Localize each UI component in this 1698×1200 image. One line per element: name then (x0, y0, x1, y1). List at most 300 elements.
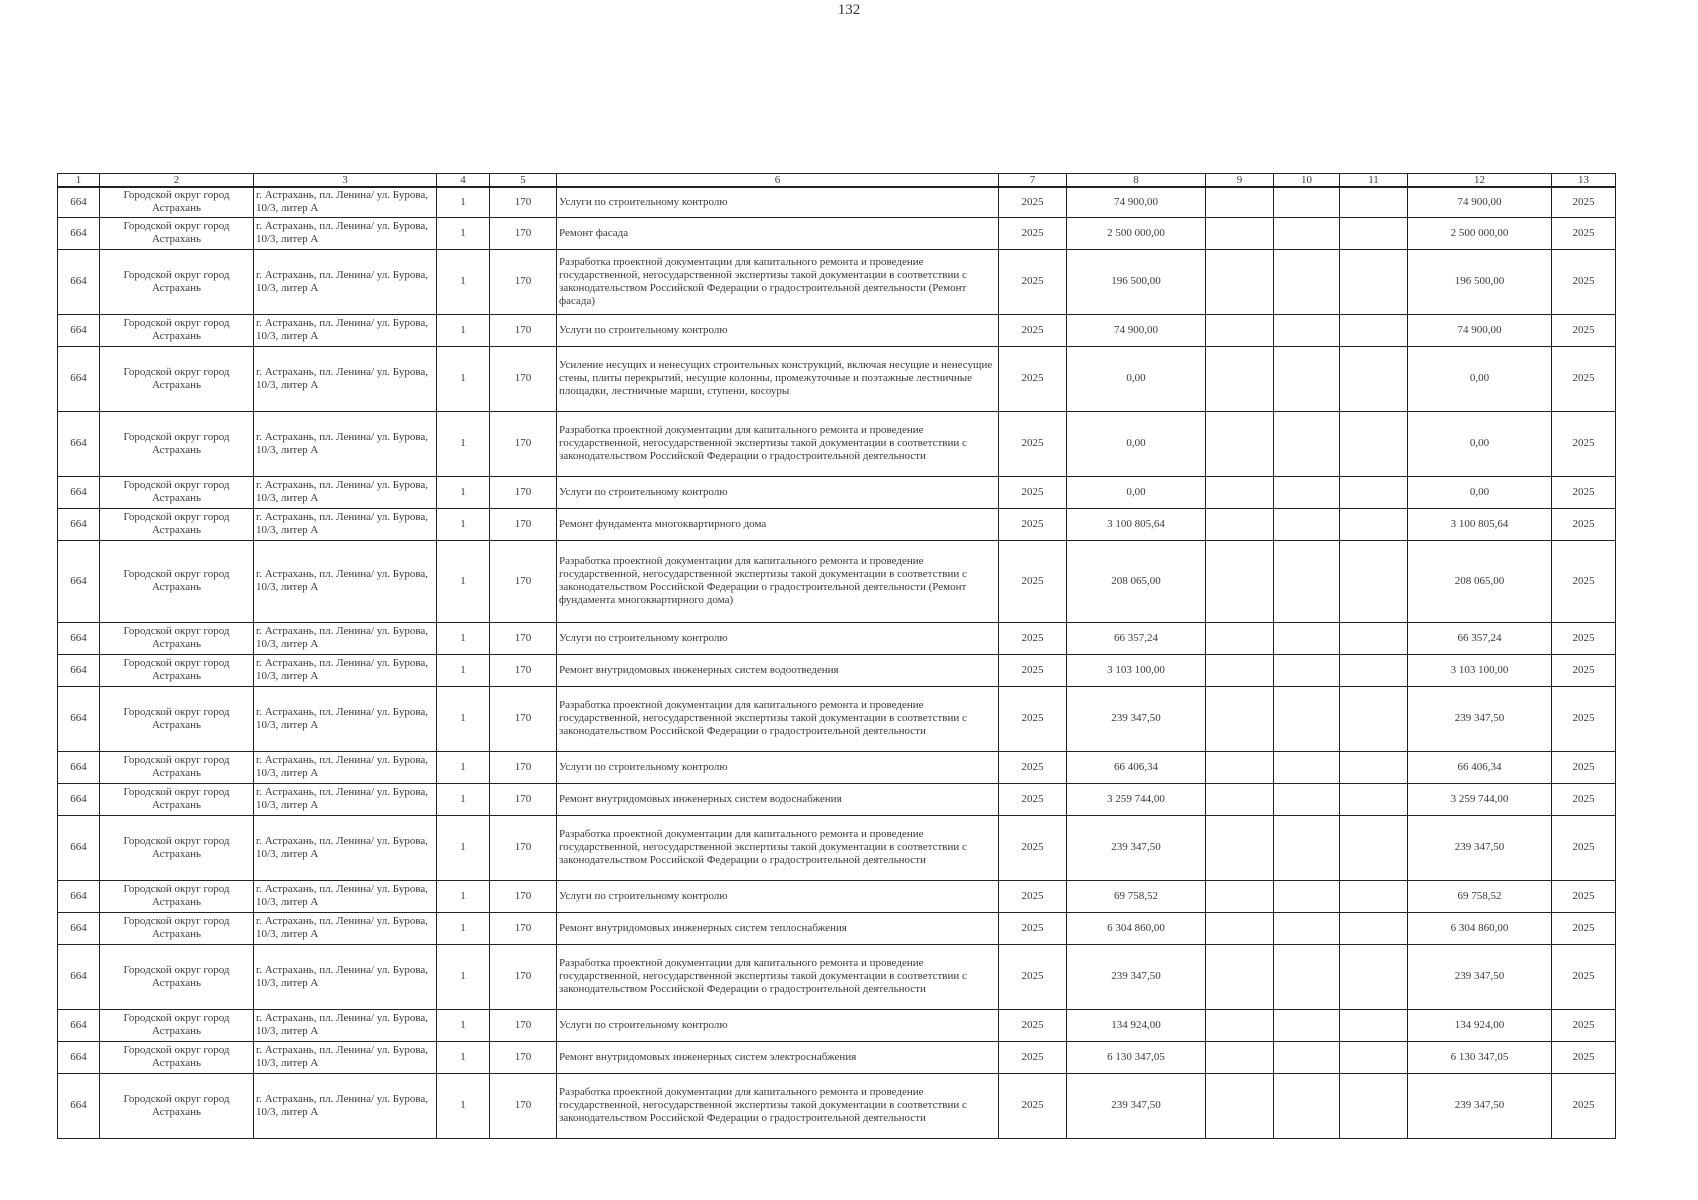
table-row (58, 654, 1616, 686)
cell-amount: 208 065,00 (1067, 540, 1206, 622)
column-number-1: 1 (58, 174, 100, 188)
cell-address: г. Астрахань, пл. Ленина/ ул. Бурова, 10/3, литер А (254, 411, 437, 476)
cell-total: 6 130 347,05 (1408, 1041, 1552, 1073)
cell-col9 (1206, 476, 1274, 508)
cell-col5: 170 (490, 540, 557, 622)
cell-year: 2025 (999, 815, 1067, 880)
cell-col10 (1274, 622, 1340, 654)
cell-col9 (1206, 1073, 1274, 1138)
cell-col10 (1274, 944, 1340, 1009)
cell-col9 (1206, 1009, 1274, 1041)
cell-col9 (1206, 912, 1274, 944)
cell-col10 (1274, 217, 1340, 249)
cell-col9 (1206, 249, 1274, 314)
cell-address: г. Астрахань, пл. Ленина/ ул. Бурова, 10/3, литер А (254, 815, 437, 880)
cell-col9 (1206, 411, 1274, 476)
cell-total: 69 758,52 (1408, 880, 1552, 912)
cell-code: 664 (58, 249, 100, 314)
page-number: 132 (837, 2, 861, 18)
cell-code: 664 (58, 880, 100, 912)
cell-col11 (1340, 217, 1408, 249)
table-row (58, 476, 1616, 508)
table-row (58, 783, 1616, 815)
cell-col5: 170 (490, 249, 557, 314)
cell-work-type: Разработка проектной документации для капитального ремонта и проведение государственной, негосударственной экспертизы такой документации в соответствии с законодательством Российской Федерации о градостроительной деятельности (557, 686, 999, 751)
cell-amount: 0,00 (1067, 476, 1206, 508)
cell-code: 664 (58, 1073, 100, 1138)
cell-municipality: Городской округ город Астрахань (100, 508, 254, 540)
cell-year: 2025 (999, 751, 1067, 783)
cell-col5: 170 (490, 783, 557, 815)
cell-amount: 0,00 (1067, 346, 1206, 411)
column-number-5: 5 (490, 174, 557, 188)
column-number-12: 12 (1408, 174, 1552, 188)
cell-col10 (1274, 783, 1340, 815)
table-body (58, 187, 1616, 1138)
cell-col4: 1 (437, 508, 490, 540)
cell-work-type: Услуги по строительному контролю (557, 1009, 999, 1041)
cell-year: 2025 (999, 346, 1067, 411)
cell-code: 664 (58, 622, 100, 654)
cell-municipality: Городской округ город Астрахань (100, 217, 254, 249)
cell-code: 664 (58, 540, 100, 622)
cell-work-type: Разработка проектной документации для капитального ремонта и проведение государственной, негосударственной экспертизы такой документации в соответствии с законодательством Российской Федерации о градостроительной деятельности (557, 815, 999, 880)
cell-col9 (1206, 540, 1274, 622)
cell-work-type: Разработка проектной документации для капитального ремонта и проведение государственной, негосударственной экспертизы такой документации в соответствии с законодательством Российской Федерации о градостроительной деятельности (557, 1073, 999, 1138)
cell-col11 (1340, 540, 1408, 622)
cell-col5: 170 (490, 476, 557, 508)
cell-municipality: Городской округ город Астрахань (100, 187, 254, 217)
cell-amount: 3 100 805,64 (1067, 508, 1206, 540)
cell-year: 2025 (999, 622, 1067, 654)
cell-code: 664 (58, 815, 100, 880)
cell-total: 0,00 (1408, 476, 1552, 508)
cell-work-type: Услуги по строительному контролю (557, 476, 999, 508)
cell-year-end: 2025 (1552, 1041, 1616, 1073)
cell-col4: 1 (437, 686, 490, 751)
cell-address: г. Астрахань, пл. Ленина/ ул. Бурова, 10/3, литер А (254, 476, 437, 508)
cell-total: 239 347,50 (1408, 1073, 1552, 1138)
cell-code: 664 (58, 783, 100, 815)
cell-amount: 239 347,50 (1067, 1073, 1206, 1138)
table-row (58, 540, 1616, 622)
column-number-8: 8 (1067, 174, 1206, 188)
cell-col10 (1274, 249, 1340, 314)
cell-col11 (1340, 187, 1408, 217)
cell-municipality: Городской округ город Астрахань (100, 944, 254, 1009)
cell-year: 2025 (999, 912, 1067, 944)
cell-code: 664 (58, 476, 100, 508)
cell-col5: 170 (490, 346, 557, 411)
cell-municipality: Городской округ город Астрахань (100, 540, 254, 622)
cell-code: 664 (58, 314, 100, 346)
cell-col4: 1 (437, 217, 490, 249)
cell-municipality: Городской округ город Астрахань (100, 314, 254, 346)
cell-total: 134 924,00 (1408, 1009, 1552, 1041)
cell-amount: 74 900,00 (1067, 314, 1206, 346)
cell-municipality: Городской округ город Астрахань (100, 1009, 254, 1041)
cell-municipality: Городской округ город Астрахань (100, 476, 254, 508)
cell-col5: 170 (490, 314, 557, 346)
cell-col4: 1 (437, 476, 490, 508)
cell-amount: 69 758,52 (1067, 880, 1206, 912)
cell-amount: 66 357,24 (1067, 622, 1206, 654)
table-row (58, 249, 1616, 314)
cell-year: 2025 (999, 1009, 1067, 1041)
cell-address: г. Астрахань, пл. Ленина/ ул. Бурова, 10/3, литер А (254, 686, 437, 751)
cell-col10 (1274, 686, 1340, 751)
cell-year: 2025 (999, 540, 1067, 622)
cell-amount: 0,00 (1067, 411, 1206, 476)
cell-col11 (1340, 411, 1408, 476)
cell-total: 3 103 100,00 (1408, 654, 1552, 686)
cell-code: 664 (58, 751, 100, 783)
table-row (58, 880, 1616, 912)
cell-code: 664 (58, 346, 100, 411)
cell-address: г. Астрахань, пл. Ленина/ ул. Бурова, 10/3, литер А (254, 751, 437, 783)
cell-total: 74 900,00 (1408, 314, 1552, 346)
cell-address: г. Астрахань, пл. Ленина/ ул. Бурова, 10/3, литер А (254, 508, 437, 540)
cell-amount: 239 347,50 (1067, 944, 1206, 1009)
cell-work-type: Разработка проектной документации для капитального ремонта и проведение государственной, негосударственной экспертизы такой документации в соответствии с законодательством Российской Федерации о градостроительной деятельности (557, 411, 999, 476)
table-row (58, 686, 1616, 751)
cell-year: 2025 (999, 1041, 1067, 1073)
cell-total: 66 357,24 (1408, 622, 1552, 654)
cell-amount: 66 406,34 (1067, 751, 1206, 783)
cell-col11 (1340, 751, 1408, 783)
cell-amount: 3 103 100,00 (1067, 654, 1206, 686)
cell-municipality: Городской округ город Астрахань (100, 686, 254, 751)
cell-col4: 1 (437, 880, 490, 912)
table-row (58, 1041, 1616, 1073)
column-number-row (58, 174, 1616, 188)
cell-municipality: Городской округ город Астрахань (100, 880, 254, 912)
cell-year-end: 2025 (1552, 217, 1616, 249)
cell-total: 6 304 860,00 (1408, 912, 1552, 944)
cell-municipality: Городской округ город Астрахань (100, 815, 254, 880)
cell-code: 664 (58, 508, 100, 540)
cell-col11 (1340, 880, 1408, 912)
cell-amount: 239 347,50 (1067, 686, 1206, 751)
cell-col9 (1206, 686, 1274, 751)
works-table (57, 173, 1616, 1139)
cell-work-type: Ремонт внутридомовых инженерных систем водоотведения (557, 654, 999, 686)
table-row (58, 1009, 1616, 1041)
cell-work-type: Услуги по строительному контролю (557, 751, 999, 783)
cell-col9 (1206, 622, 1274, 654)
cell-year: 2025 (999, 411, 1067, 476)
cell-code: 664 (58, 654, 100, 686)
cell-work-type: Усиление несущих и ненесущих строительных конструкций, включая несущие и ненесущие стены, плиты перекрытий, несущие колонны, промежуточные и поэтажные лестничные площадки, лестничные марши, ступени, косоуры (557, 346, 999, 411)
cell-year: 2025 (999, 880, 1067, 912)
cell-col9 (1206, 187, 1274, 217)
cell-col10 (1274, 411, 1340, 476)
cell-year: 2025 (999, 187, 1067, 217)
cell-municipality: Городской округ город Астрахань (100, 622, 254, 654)
column-number-3: 3 (254, 174, 437, 188)
cell-address: г. Астрахань, пл. Ленина/ ул. Бурова, 10/3, литер А (254, 654, 437, 686)
column-number-4: 4 (437, 174, 490, 188)
cell-total: 239 347,50 (1408, 686, 1552, 751)
cell-col5: 170 (490, 1073, 557, 1138)
cell-code: 664 (58, 1009, 100, 1041)
cell-col5: 170 (490, 508, 557, 540)
cell-year-end: 2025 (1552, 654, 1616, 686)
cell-col4: 1 (437, 654, 490, 686)
cell-municipality: Городской округ город Астрахань (100, 346, 254, 411)
cell-col10 (1274, 1041, 1340, 1073)
cell-col11 (1340, 654, 1408, 686)
cell-address: г. Астрахань, пл. Ленина/ ул. Бурова, 10/3, литер А (254, 783, 437, 815)
table-row (58, 751, 1616, 783)
cell-col5: 170 (490, 944, 557, 1009)
cell-municipality: Городской округ город Астрахань (100, 411, 254, 476)
cell-col4: 1 (437, 1009, 490, 1041)
cell-col5: 170 (490, 654, 557, 686)
cell-amount: 134 924,00 (1067, 1009, 1206, 1041)
column-number-11: 11 (1340, 174, 1408, 188)
cell-col5: 170 (490, 1041, 557, 1073)
cell-municipality: Городской округ город Астрахань (100, 751, 254, 783)
cell-total: 2 500 000,00 (1408, 217, 1552, 249)
cell-address: г. Астрахань, пл. Ленина/ ул. Бурова, 10/3, литер А (254, 880, 437, 912)
cell-year: 2025 (999, 686, 1067, 751)
cell-year: 2025 (999, 508, 1067, 540)
cell-code: 664 (58, 686, 100, 751)
cell-col4: 1 (437, 912, 490, 944)
column-number-13: 13 (1552, 174, 1616, 188)
cell-amount: 6 130 347,05 (1067, 1041, 1206, 1073)
cell-year-end: 2025 (1552, 249, 1616, 314)
cell-year-end: 2025 (1552, 783, 1616, 815)
cell-municipality: Городской округ город Астрахань (100, 783, 254, 815)
cell-col9 (1206, 815, 1274, 880)
cell-col10 (1274, 912, 1340, 944)
cell-address: г. Астрахань, пл. Ленина/ ул. Бурова, 10/3, литер А (254, 622, 437, 654)
cell-amount: 6 304 860,00 (1067, 912, 1206, 944)
cell-total: 3 100 805,64 (1408, 508, 1552, 540)
cell-address: г. Астрахань, пл. Ленина/ ул. Бурова, 10/3, литер А (254, 944, 437, 1009)
cell-col9 (1206, 880, 1274, 912)
cell-col4: 1 (437, 751, 490, 783)
cell-year-end: 2025 (1552, 880, 1616, 912)
cell-year: 2025 (999, 314, 1067, 346)
cell-year-end: 2025 (1552, 1009, 1616, 1041)
cell-work-type: Ремонт внутридомовых инженерных систем электроснабжения (557, 1041, 999, 1073)
cell-year-end: 2025 (1552, 314, 1616, 346)
cell-year-end: 2025 (1552, 540, 1616, 622)
cell-col10 (1274, 815, 1340, 880)
table-row (58, 912, 1616, 944)
cell-col4: 1 (437, 187, 490, 217)
cell-total: 66 406,34 (1408, 751, 1552, 783)
cell-col11 (1340, 508, 1408, 540)
table-row (58, 217, 1616, 249)
cell-col5: 170 (490, 411, 557, 476)
cell-amount: 74 900,00 (1067, 187, 1206, 217)
cell-col5: 170 (490, 815, 557, 880)
cell-col4: 1 (437, 622, 490, 654)
cell-col4: 1 (437, 411, 490, 476)
cell-total: 0,00 (1408, 411, 1552, 476)
cell-col4: 1 (437, 783, 490, 815)
table-row (58, 187, 1616, 217)
cell-work-type: Услуги по строительному контролю (557, 187, 999, 217)
cell-col10 (1274, 880, 1340, 912)
cell-address: г. Астрахань, пл. Ленина/ ул. Бурова, 10/3, литер А (254, 540, 437, 622)
cell-municipality: Городской округ город Астрахань (100, 1073, 254, 1138)
cell-col9 (1206, 508, 1274, 540)
cell-col5: 170 (490, 912, 557, 944)
cell-work-type: Ремонт внутридомовых инженерных систем теплоснабжения (557, 912, 999, 944)
cell-code: 664 (58, 217, 100, 249)
cell-work-type: Ремонт фундамента многоквартирного дома (557, 508, 999, 540)
cell-work-type: Разработка проектной документации для капитального ремонта и проведение государственной, негосударственной экспертизы такой документации в соответствии с законодательством Российской Федерации о градостроительной деятельности (Ремонт фасада) (557, 249, 999, 314)
cell-year: 2025 (999, 217, 1067, 249)
cell-address: г. Астрахань, пл. Ленина/ ул. Бурова, 10/3, литер А (254, 1073, 437, 1138)
cell-year: 2025 (999, 783, 1067, 815)
cell-col4: 1 (437, 815, 490, 880)
cell-year-end: 2025 (1552, 815, 1616, 880)
cell-col9 (1206, 944, 1274, 1009)
cell-address: г. Астрахань, пл. Ленина/ ул. Бурова, 10/3, литер А (254, 1009, 437, 1041)
cell-col4: 1 (437, 944, 490, 1009)
cell-total: 208 065,00 (1408, 540, 1552, 622)
table-row (58, 346, 1616, 411)
cell-col10 (1274, 1009, 1340, 1041)
cell-col9 (1206, 346, 1274, 411)
cell-col4: 1 (437, 346, 490, 411)
cell-code: 664 (58, 1041, 100, 1073)
cell-col11 (1340, 346, 1408, 411)
cell-total: 74 900,00 (1408, 187, 1552, 217)
cell-col11 (1340, 686, 1408, 751)
cell-col5: 170 (490, 1009, 557, 1041)
cell-col11 (1340, 622, 1408, 654)
cell-address: г. Астрахань, пл. Ленина/ ул. Бурова, 10/3, литер А (254, 249, 437, 314)
cell-total: 239 347,50 (1408, 944, 1552, 1009)
cell-address: г. Астрахань, пл. Ленина/ ул. Бурова, 10/3, литер А (254, 314, 437, 346)
cell-col4: 1 (437, 249, 490, 314)
table-row (58, 314, 1616, 346)
cell-col4: 1 (437, 540, 490, 622)
cell-year-end: 2025 (1552, 476, 1616, 508)
cell-col9 (1206, 1041, 1274, 1073)
cell-col10 (1274, 187, 1340, 217)
cell-col5: 170 (490, 622, 557, 654)
cell-year-end: 2025 (1552, 912, 1616, 944)
cell-col5: 170 (490, 880, 557, 912)
cell-col5: 170 (490, 751, 557, 783)
cell-col11 (1340, 1073, 1408, 1138)
cell-year: 2025 (999, 1073, 1067, 1138)
cell-col9 (1206, 654, 1274, 686)
column-number-2: 2 (100, 174, 254, 188)
cell-col5: 170 (490, 217, 557, 249)
cell-code: 664 (58, 912, 100, 944)
cell-total: 3 259 744,00 (1408, 783, 1552, 815)
cell-col11 (1340, 1009, 1408, 1041)
cell-work-type: Ремонт фасада (557, 217, 999, 249)
cell-address: г. Астрахань, пл. Ленина/ ул. Бурова, 10/3, литер А (254, 217, 437, 249)
cell-amount: 2 500 000,00 (1067, 217, 1206, 249)
cell-code: 664 (58, 944, 100, 1009)
cell-municipality: Городской округ город Астрахань (100, 654, 254, 686)
cell-address: г. Астрахань, пл. Ленина/ ул. Бурова, 10/3, литер А (254, 1041, 437, 1073)
table-row (58, 411, 1616, 476)
cell-work-type: Разработка проектной документации для капитального ремонта и проведение государственной, негосударственной экспертизы такой документации в соответствии с законодательством Российской Федерации о градостроительной деятельности (557, 944, 999, 1009)
cell-col10 (1274, 476, 1340, 508)
cell-year-end: 2025 (1552, 508, 1616, 540)
cell-year-end: 2025 (1552, 187, 1616, 217)
column-number-7: 7 (999, 174, 1067, 188)
cell-total: 239 347,50 (1408, 815, 1552, 880)
cell-year-end: 2025 (1552, 944, 1616, 1009)
cell-address: г. Астрахань, пл. Ленина/ ул. Бурова, 10/3, литер А (254, 912, 437, 944)
cell-total: 0,00 (1408, 346, 1552, 411)
cell-col9 (1206, 751, 1274, 783)
cell-year-end: 2025 (1552, 622, 1616, 654)
cell-year-end: 2025 (1552, 751, 1616, 783)
cell-col4: 1 (437, 1041, 490, 1073)
cell-col11 (1340, 314, 1408, 346)
cell-code: 664 (58, 411, 100, 476)
cell-col9 (1206, 314, 1274, 346)
cell-year: 2025 (999, 476, 1067, 508)
cell-municipality: Городской округ город Астрахань (100, 1041, 254, 1073)
cell-year-end: 2025 (1552, 1073, 1616, 1138)
cell-work-type: Ремонт внутридомовых инженерных систем водоснабжения (557, 783, 999, 815)
table-row (58, 1073, 1616, 1138)
cell-col10 (1274, 540, 1340, 622)
cell-work-type: Услуги по строительному контролю (557, 314, 999, 346)
cell-year-end: 2025 (1552, 346, 1616, 411)
cell-address: г. Астрахань, пл. Ленина/ ул. Бурова, 10/3, литер А (254, 346, 437, 411)
cell-amount: 3 259 744,00 (1067, 783, 1206, 815)
cell-work-type: Разработка проектной документации для капитального ремонта и проведение государственной, негосударственной экспертизы такой документации в соответствии с законодательством Российской Федерации о градостроительной деятельности (Ремонт фундамента многоквартирного дома) (557, 540, 999, 622)
cell-col10 (1274, 314, 1340, 346)
cell-col10 (1274, 1073, 1340, 1138)
cell-col4: 1 (437, 1073, 490, 1138)
table-row (58, 815, 1616, 880)
cell-year-end: 2025 (1552, 411, 1616, 476)
cell-year: 2025 (999, 249, 1067, 314)
cell-col11 (1340, 476, 1408, 508)
cell-col10 (1274, 346, 1340, 411)
cell-year-end: 2025 (1552, 686, 1616, 751)
cell-amount: 239 347,50 (1067, 815, 1206, 880)
cell-col11 (1340, 1041, 1408, 1073)
cell-col5: 170 (490, 686, 557, 751)
cell-col10 (1274, 654, 1340, 686)
table-row (58, 622, 1616, 654)
cell-col11 (1340, 815, 1408, 880)
cell-col11 (1340, 912, 1408, 944)
cell-municipality: Городской округ город Астрахань (100, 912, 254, 944)
cell-col9 (1206, 783, 1274, 815)
cell-work-type: Услуги по строительному контролю (557, 880, 999, 912)
table-row (58, 944, 1616, 1009)
cell-col11 (1340, 249, 1408, 314)
column-number-10: 10 (1274, 174, 1340, 188)
column-number-9: 9 (1206, 174, 1274, 188)
cell-year: 2025 (999, 654, 1067, 686)
cell-municipality: Городской округ город Астрахань (100, 249, 254, 314)
cell-year: 2025 (999, 944, 1067, 1009)
cell-address: г. Астрахань, пл. Ленина/ ул. Бурова, 10/3, литер А (254, 187, 437, 217)
cell-work-type: Услуги по строительному контролю (557, 622, 999, 654)
cell-col4: 1 (437, 314, 490, 346)
